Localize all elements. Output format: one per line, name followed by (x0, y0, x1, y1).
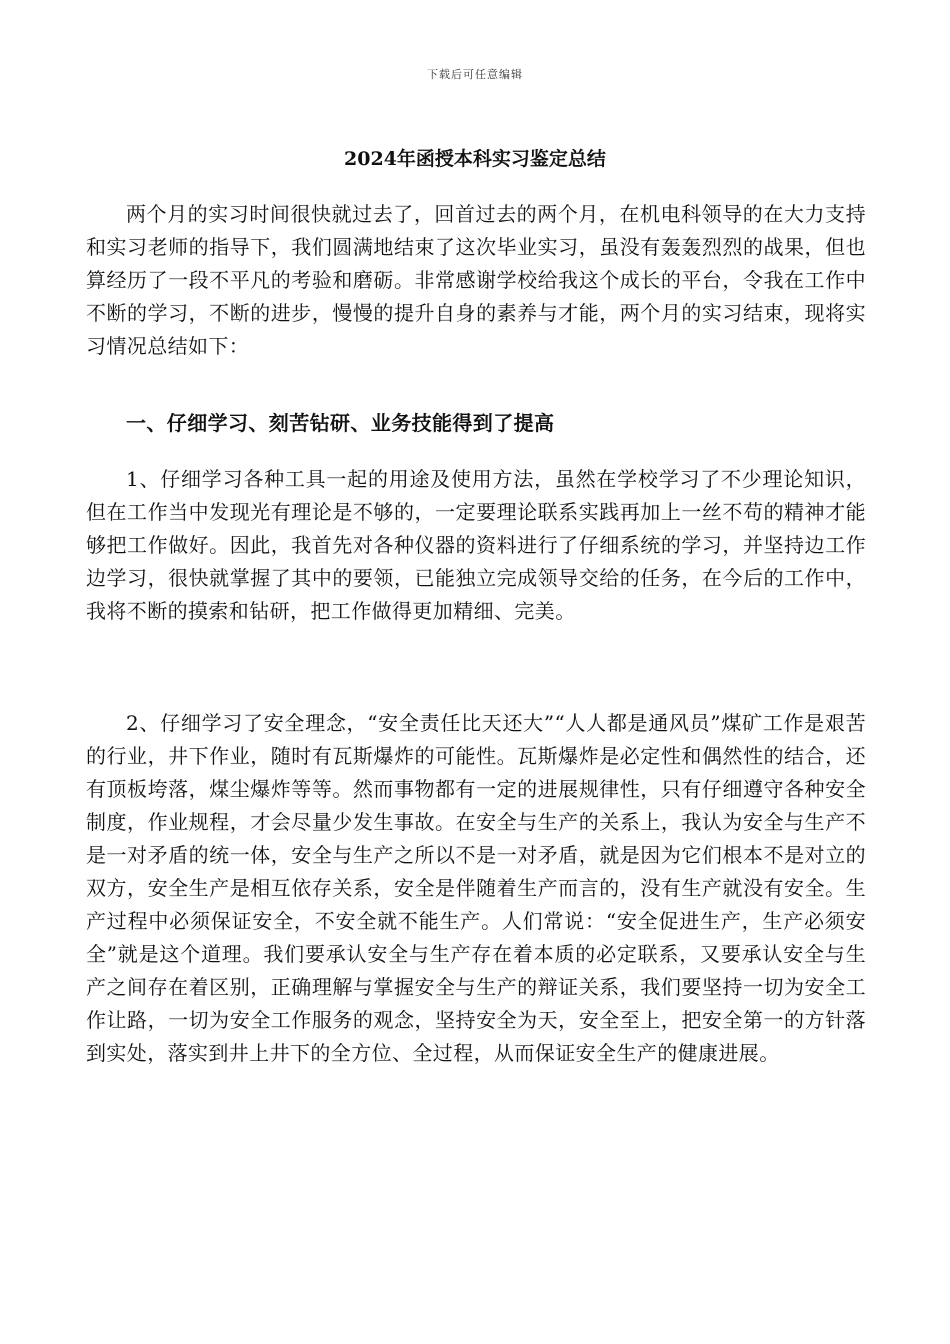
document-title: 2024年函授本科实习鉴定总结 (344, 148, 606, 170)
header-note: 下载后可任意编辑 (427, 68, 523, 81)
item-1-paragraph: 1、仔细学习各种工具一起的用途及使用方法，虽然在学校学习了不少理论知识，但在工作当中发现光有理论是不够的，一定要理论联系实践再加上一丝不苟的精神才能够把工作做好。因此，我首先对各种仪器的资料进行了仔细系统的学习，并坚持边工作边学习，很快就掌握了其中的要领，已能独立完成领导交给的任务，在今后的工作中，我将不断的摸索和钻研，把工作做得更加精细、完美。 (86, 467, 866, 623)
item-2-paragraph: 2、仔细学习了安全理念，“安全责任比天还大”“人人都是通风员”煤矿工作是艰苦的行业，井下作业，随时有瓦斯爆炸的可能性。瓦斯爆炸是必定性和偶然性的结合，还有顶板垮落，煤尘爆炸等等。然而事物都有一定的进展规律性，只有仔细遵守各种安全制度，作业规程，才会尽量少发生事故。在安全与生产的关系上，我认为安全与生产不是一对矛盾的统一体，安全与生产之所以不是一对矛盾，就是因为它们根本不是对立的双方，安全生产是相互依存关系，安全是伴随着生产而言的，没有生产就没有安全。生产过程中必须保证安全，不安全就不能生产。人们常说：“安全促进生产，生产必须安全”就是这个道理。我们要承认安全与生产存在着本质的必定联系，又要承认安全与生产之间存在着区别，正确理解与掌握安全与生产的辩证关系，我们要坚持一切为安全工作让路，一切为安全工作服务的观念，坚持安全为天，安全至上，把安全第一的方针落到实处，落实到井上井下的全方位、全过程，从而保证安全生产的健康进展。 (86, 711, 866, 1065)
section-heading: 一、仔细学习、刻苦钻研、业务技能得到了提高 (126, 411, 555, 435)
intro-paragraph: 两个月的实习时间很快就过去了，回首过去的两个月，在机电科领导的在大力支持和实习老师的指导下，我们圆满地结束了这次毕业实习，虽没有轰轰烈烈的战果，但也算经历了一段不平凡的考验和磨砺。非常感谢学校给我这个成长的平台，令我在工作中不断的学习，不断的进步，慢慢的提升自身的素养与才能，两个月的实习结束，现将实习情况总结如下： (86, 202, 866, 358)
